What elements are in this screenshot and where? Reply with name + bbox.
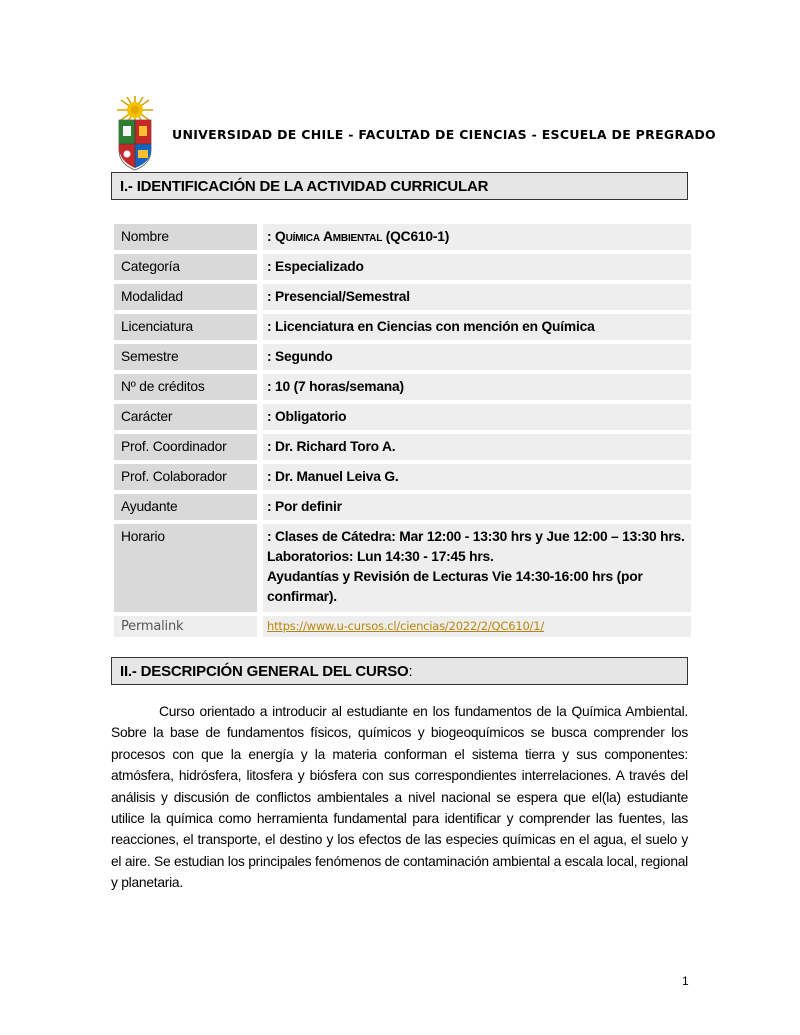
- table-row: [114, 374, 691, 400]
- row-value: : 10 (7 horas/semana): [263, 374, 691, 400]
- row-value: : Licenciatura en Ciencias con mención en Química: [263, 314, 691, 340]
- row-value: : Especializado: [263, 254, 691, 280]
- row-label: Nº de créditos: [114, 374, 257, 400]
- row-label: Prof. Colaborador: [114, 464, 257, 490]
- section-identification-header: [111, 172, 688, 200]
- table-row: [114, 314, 691, 340]
- university-crest-icon: [111, 94, 159, 172]
- table-row: [114, 464, 691, 490]
- permalink-row: [114, 616, 691, 637]
- row-label: Semestre: [114, 344, 257, 370]
- table-row: [114, 494, 691, 520]
- table-row: [114, 434, 691, 460]
- table-row: [114, 254, 691, 280]
- schedule-line: confirmar).: [267, 589, 337, 604]
- course-info-table: [114, 220, 691, 641]
- permalink-link[interactable]: https://www.u-cursos.cl/ciencias/2022/2/QC610/1/: [267, 619, 545, 633]
- schedule-line: Laboratorios: Lun 14:30 - 17:45 hrs.: [267, 549, 494, 564]
- page-number: 1: [682, 974, 689, 988]
- university-header: UNIVERSIDAD DE CHILE - FACULTAD DE CIENCIAS - ESCUELA DE PREGRADO: [172, 127, 716, 142]
- row-value: : Presencial/Semestral: [263, 284, 691, 310]
- section-description-header: [111, 657, 688, 685]
- table-row: [114, 344, 691, 370]
- row-label: Prof. Coordinador: [114, 434, 257, 460]
- row-label: Ayudante: [114, 494, 257, 520]
- row-label: Licenciatura: [114, 314, 257, 340]
- row-label: Carácter: [114, 404, 257, 430]
- section-title: I.- IDENTIFICACIÓN DE LA ACTIVIDAD CURRICULAR: [120, 178, 489, 195]
- row-label: Horario: [114, 524, 257, 612]
- table-row: [114, 524, 691, 612]
- row-label: Nombre: [114, 224, 257, 250]
- row-value: : Obligatorio: [263, 404, 691, 430]
- row-value: : Segundo: [263, 344, 691, 370]
- schedule-value: [263, 524, 691, 612]
- table-row: [114, 224, 691, 250]
- schedule-line: : Clases de Cátedra: Mar 12:00 - 13:30 hrs y Jue 12:00 – 13:30 hrs.: [267, 529, 685, 544]
- section-title: II.- DESCRIPCIÓN GENERAL DEL CURSO:: [120, 663, 413, 680]
- schedule-line: Ayudantías y Revisión de Lecturas Vie 14:30-16:00 hrs (por: [267, 569, 643, 584]
- course-name: Química Ambiental: [275, 229, 383, 244]
- table-row: [114, 284, 691, 310]
- row-value: : Química Ambiental (QC610-1): [263, 224, 691, 250]
- row-label: Categoría: [114, 254, 257, 280]
- table-row: [114, 404, 691, 430]
- row-value: : Dr. Richard Toro A.: [263, 434, 691, 460]
- row-label: Modalidad: [114, 284, 257, 310]
- row-value: : Dr. Manuel Leiva G.: [263, 464, 691, 490]
- permalink-label: Permalink: [114, 616, 257, 637]
- course-description: Curso orientado a introducir al estudiante en los fundamentos de la Química Ambiental. Sobre la base de fundamentos físicos, químicos y biogeoquímicos se busca comprender los procesos con que la energía y la materia conforman el sistema tierra y sus componentes: atmósfera, hidrósfera, litosfera y biósfera con sus correspondientes interrelaciones. A través del análisis y discusión de conflictos ambientales a nivel nacional se espera que el(la) estudiante utilice la química como herramienta fundamental para identificar y comprender las fuentes, las reacciones, el transporte, el destino y los efectos de las especies químicas en el agua, el suelo y el aire. Se estudian los principales fenómenos de contaminación ambiental a escala local, regional y planetaria.: [111, 704, 688, 891]
- row-value: : Por definir: [263, 494, 691, 520]
